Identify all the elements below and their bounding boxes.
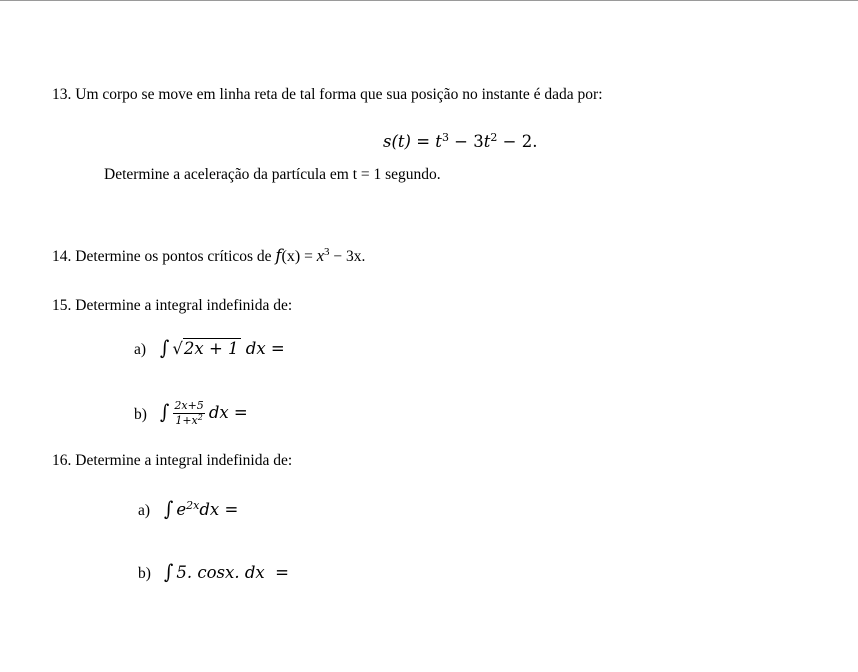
integral-sign: ∫ bbox=[164, 497, 174, 521]
radicand: 2x + 1 bbox=[183, 339, 239, 358]
integral-sign: ∫ bbox=[160, 400, 170, 425]
q16-a-label: a) bbox=[138, 502, 151, 519]
formula-t-squared: t bbox=[483, 132, 491, 151]
question-13-instruction: Determine a aceleração da partícula em t = 1 segundo. bbox=[104, 166, 441, 183]
q16-b-expression bbox=[164, 560, 289, 584]
cos-expression: 5. cosx. dx = bbox=[176, 563, 289, 582]
exp-base: e bbox=[176, 500, 187, 519]
integral-sign: ∫ bbox=[164, 560, 174, 584]
exponent-3: 3 bbox=[324, 245, 330, 258]
exponent-2: 2 bbox=[490, 130, 498, 144]
q15-b-label: b) bbox=[134, 406, 147, 423]
q15-a-label: a) bbox=[134, 341, 147, 358]
formula-minus-3: − 3 bbox=[448, 132, 484, 151]
question-15-text: 15. Determine a integral indefinida de: bbox=[52, 297, 293, 314]
function-rest: − 3x. bbox=[329, 248, 366, 265]
function-arg: (x) bbox=[281, 248, 301, 265]
dx-equals: dx = bbox=[199, 500, 239, 519]
formula-t-cubed: t bbox=[435, 132, 442, 151]
denominator-base: 1+x bbox=[175, 413, 198, 427]
page-top-border bbox=[0, 0, 858, 1]
fraction-denominator bbox=[175, 414, 203, 427]
dx-equals: dx = bbox=[208, 402, 248, 422]
exp-power: 2x bbox=[186, 498, 200, 512]
function-f: f bbox=[275, 246, 282, 265]
question-14-text: 14. Determine os pontos críticos de bbox=[52, 248, 276, 265]
dx-equals: dx = bbox=[245, 339, 285, 358]
formula-tail: − 2. bbox=[497, 132, 538, 151]
question-13-text: 13. Um corpo se move em linha reta de tal forma que sua posição no instante é dada por: bbox=[52, 86, 603, 103]
question-13-formula bbox=[383, 130, 538, 151]
denominator-exponent: 2 bbox=[197, 412, 203, 422]
question-14 bbox=[52, 245, 366, 265]
integral-sign: ∫ bbox=[160, 336, 170, 360]
variable-x: x bbox=[316, 246, 325, 265]
q15-a-expression bbox=[160, 336, 285, 360]
q16-b-label: b) bbox=[138, 565, 151, 582]
exponent-3: 3 bbox=[441, 130, 449, 144]
question-16-text: 16. Determine a integral indefinida de: bbox=[52, 452, 293, 469]
fraction bbox=[173, 400, 204, 426]
q15-b-expression bbox=[160, 400, 248, 426]
q16-a-expression bbox=[164, 497, 239, 521]
fraction-numerator: 2x+5 bbox=[174, 399, 204, 412]
equals-sign: = bbox=[300, 248, 317, 265]
formula-lhs: s(t) = bbox=[383, 132, 436, 151]
sqrt-sign: √ bbox=[172, 339, 183, 358]
